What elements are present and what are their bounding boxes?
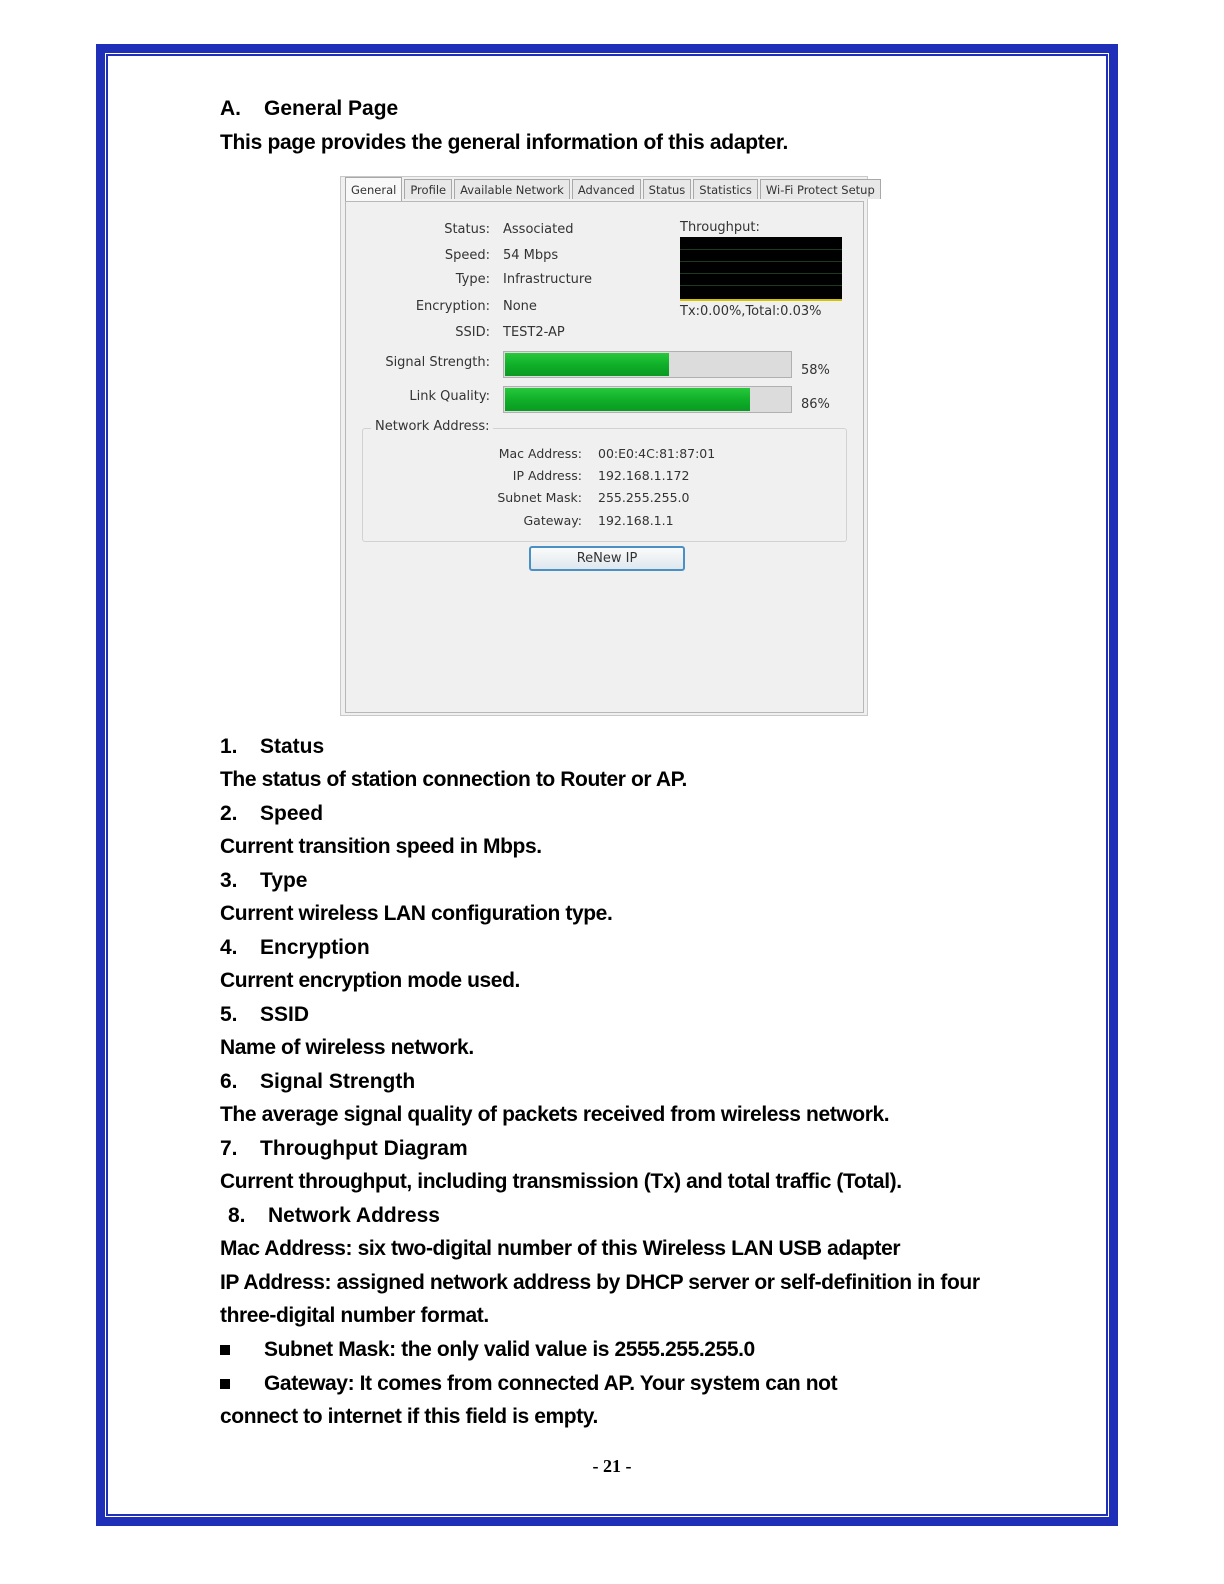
speed-label: Speed: bbox=[444, 248, 490, 263]
section-title bbox=[220, 97, 398, 121]
throughput-label: Throughput: bbox=[680, 220, 760, 235]
item-title: Speed bbox=[260, 802, 324, 825]
link-quality-label: Link Quality: bbox=[409, 389, 490, 404]
item-description: Current wireless LAN configuration type. bbox=[220, 902, 613, 925]
link-quality-bar bbox=[503, 386, 792, 413]
item-heading bbox=[220, 735, 324, 759]
item-heading bbox=[220, 1003, 309, 1027]
item-number: 7. bbox=[220, 1137, 238, 1160]
tab-wifi-protect-setup[interactable]: Wi-Fi Protect Setup bbox=[760, 179, 881, 199]
item-description-line: three-digital number format. bbox=[220, 1304, 489, 1327]
item-heading bbox=[220, 869, 307, 893]
item-number: 3. bbox=[220, 869, 238, 892]
ip-address-value: 192.168.1.172 bbox=[598, 468, 690, 483]
tab-statistics[interactable]: Statistics bbox=[693, 179, 758, 199]
item-number: 6. bbox=[220, 1070, 238, 1093]
gateway-label: Gateway: bbox=[523, 513, 582, 528]
adapter-utility-dialog bbox=[340, 176, 875, 716]
item-description: Current throughput, including transmission (Tx) and total traffic (Total). bbox=[220, 1170, 902, 1193]
item-description: The average signal quality of packets received from wireless network. bbox=[220, 1103, 890, 1126]
item-title: Status bbox=[260, 735, 325, 758]
bullet-square-icon bbox=[220, 1345, 230, 1355]
item-number: 4. bbox=[220, 936, 238, 959]
tab-advanced[interactable]: Advanced bbox=[572, 179, 641, 199]
bullet-text: Gateway: It comes from connected AP. Your system can not bbox=[264, 1372, 838, 1395]
item-title: Network Address bbox=[268, 1204, 440, 1227]
item-title: Signal Strength bbox=[260, 1070, 416, 1093]
link-quality-fill bbox=[505, 388, 750, 411]
signal-strength-bar bbox=[503, 351, 792, 378]
page-number: - 21 - bbox=[592, 1456, 632, 1476]
item-heading bbox=[228, 1204, 440, 1228]
tab-profile[interactable]: Profile bbox=[404, 179, 452, 199]
bullet-square-icon bbox=[220, 1379, 230, 1389]
encryption-value: None bbox=[503, 299, 537, 314]
status-label: Status: bbox=[444, 222, 490, 237]
section-title-text: General Page bbox=[264, 97, 399, 120]
signal-strength-label: Signal Strength: bbox=[385, 355, 490, 370]
type-value: Infrastructure bbox=[503, 272, 592, 287]
ssid-value: TEST2-AP bbox=[503, 325, 565, 340]
mac-address-value: 00:E0:4C:81:87:01 bbox=[598, 446, 716, 461]
throughput-gridline bbox=[680, 261, 842, 262]
mac-address-label: Mac Address: bbox=[498, 446, 582, 461]
item-heading bbox=[220, 1137, 468, 1161]
item-heading bbox=[220, 1070, 415, 1094]
item-number: 8. bbox=[228, 1204, 246, 1227]
tab-general[interactable]: General bbox=[345, 177, 402, 201]
section-number: A. bbox=[220, 97, 241, 120]
item-description: The status of station connection to Router or AP. bbox=[220, 768, 687, 791]
item-number: 1. bbox=[220, 735, 238, 758]
general-tab-panel bbox=[345, 201, 864, 713]
item-title: Encryption bbox=[260, 936, 370, 959]
item-heading bbox=[220, 936, 370, 960]
network-address-legend: Network Address: bbox=[371, 419, 493, 434]
subnet-mask-value: 255.255.255.0 bbox=[598, 490, 690, 505]
subnet-mask-label: Subnet Mask: bbox=[497, 490, 582, 505]
gateway-value: 192.168.1.1 bbox=[598, 513, 674, 528]
item-description-line: connect to internet if this field is empty. bbox=[220, 1405, 598, 1428]
item-title: SSID bbox=[260, 1003, 310, 1026]
speed-value: 54 Mbps bbox=[503, 248, 559, 263]
throughput-readout: Tx:0.00%,Total:0.03% bbox=[680, 304, 822, 319]
encryption-label: Encryption: bbox=[415, 299, 490, 314]
item-description: Current encryption mode used. bbox=[220, 969, 520, 992]
tab-available-network[interactable]: Available Network bbox=[454, 179, 570, 199]
item-description-line: Mac Address: six two-digital number of this Wireless LAN USB adapter bbox=[220, 1237, 901, 1260]
item-number: 5. bbox=[220, 1003, 238, 1026]
item-number: 2. bbox=[220, 802, 238, 825]
item-title: Type bbox=[260, 869, 308, 892]
item-description: Current transition speed in Mbps. bbox=[220, 835, 542, 858]
tab-bar bbox=[345, 179, 883, 201]
throughput-graph bbox=[680, 237, 842, 301]
bullet-item bbox=[220, 1338, 755, 1362]
throughput-gridline bbox=[680, 249, 842, 250]
renew-ip-button[interactable]: ReNew IP bbox=[529, 546, 685, 571]
item-title: Throughput Diagram bbox=[260, 1137, 468, 1160]
tab-status[interactable]: Status bbox=[643, 179, 692, 199]
ssid-label: SSID: bbox=[455, 325, 490, 340]
section-intro: This page provides the general information of this adapter. bbox=[220, 131, 789, 154]
signal-strength-fill bbox=[505, 353, 669, 376]
item-description-line: IP Address: assigned network address by DHCP server or self-definition in four bbox=[220, 1271, 980, 1294]
type-label: Type: bbox=[455, 272, 490, 287]
ip-address-label: IP Address: bbox=[512, 468, 582, 483]
link-quality-percent: 86% bbox=[801, 397, 830, 412]
bullet-text: Subnet Mask: the only valid value is 2555.255.255.0 bbox=[264, 1338, 755, 1361]
throughput-gridline bbox=[680, 285, 842, 286]
status-value: Associated bbox=[503, 222, 574, 237]
bullet-item bbox=[220, 1372, 837, 1396]
throughput-gridline bbox=[680, 273, 842, 274]
signal-strength-percent: 58% bbox=[801, 363, 830, 378]
item-description: Name of wireless network. bbox=[220, 1036, 474, 1059]
item-heading bbox=[220, 802, 323, 826]
